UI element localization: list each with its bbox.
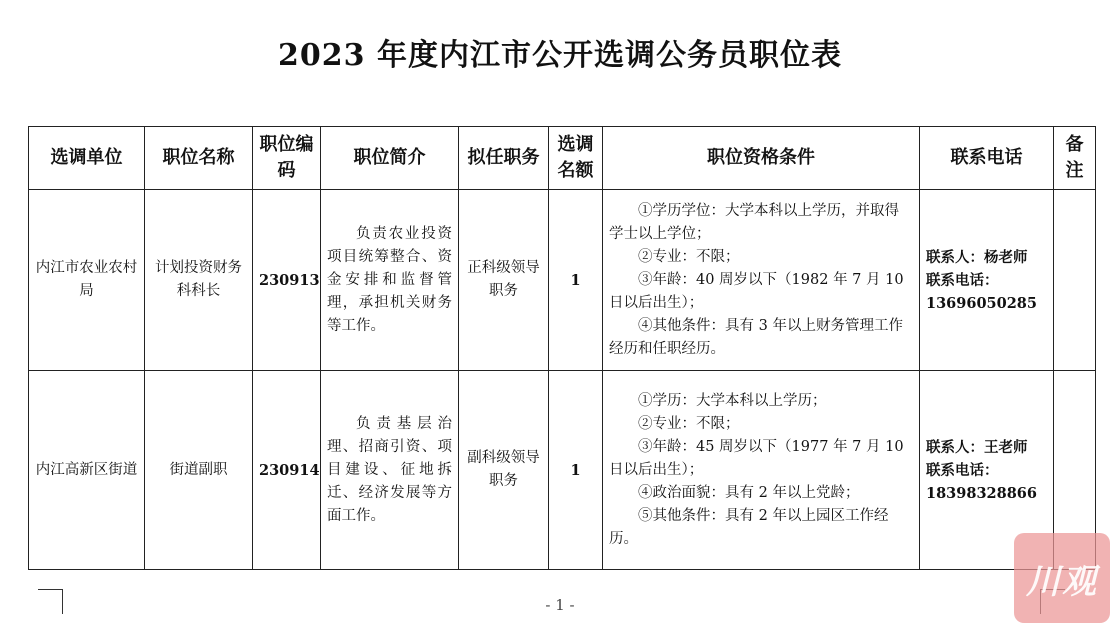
requirement-item: ②专业：不限；	[638, 415, 740, 432]
header-rank: 拟任职务	[459, 127, 549, 190]
table-row	[29, 371, 1096, 570]
cell-remarks	[1054, 190, 1096, 371]
cell-unit: 内江市农业农村局	[29, 190, 145, 371]
positions-table	[28, 126, 1096, 570]
table-row	[29, 190, 1096, 371]
cell-contact	[920, 190, 1054, 371]
watermark-logo	[1014, 533, 1110, 623]
document-title: 2023 年度内江市公开选调公务员职位表	[278, 38, 842, 73]
intro-text: 负责农业投资项目统筹整合、资金安排和监督管理，承担机关财务等工作。	[327, 225, 452, 334]
header-requirements: 职位资格条件	[603, 127, 920, 190]
cell-intro	[321, 371, 459, 570]
contact-phone: 18398328866	[926, 484, 1037, 502]
header-code: 职位编码	[253, 127, 321, 190]
watermark-text: 川观	[1026, 561, 1098, 602]
cell-code: 230914	[253, 371, 321, 570]
cell-code: 230913	[253, 190, 321, 371]
contact-phone: 13696050285	[926, 294, 1037, 312]
page-number: - 1 -	[545, 596, 575, 614]
cell-position: 街道副职	[145, 371, 253, 570]
contact-phone-label: 联系电话：	[926, 461, 999, 479]
requirement-item: ①学历：大学本科以上学历；	[638, 392, 827, 409]
cell-position: 计划投资财务科科长	[145, 190, 253, 371]
cell-rank: 副科级领导职务	[459, 371, 549, 570]
header-intro: 职位简介	[321, 127, 459, 190]
cell-rank: 正科级领导职务	[459, 190, 549, 371]
header-position: 职位名称	[145, 127, 253, 190]
requirement-item: ⑤其他条件：具有 2 年以上园区工作经历。	[609, 507, 889, 547]
header-unit: 选调单位	[29, 127, 145, 190]
cell-unit: 内江高新区街道	[29, 371, 145, 570]
requirement-item: ②专业：不限；	[638, 248, 740, 265]
cell-requirements	[603, 190, 920, 371]
requirement-item: ③年龄：40 周岁以下（1982 年 7 月 10 日以后出生）；	[609, 271, 904, 311]
header-contact: 联系电话	[920, 127, 1054, 190]
cell-requirements	[603, 371, 920, 570]
contact-person: 联系人：王老师	[926, 438, 1028, 456]
requirement-item: ④其他条件：具有 3 年以上财务管理工作经历和任职经历。	[609, 317, 903, 357]
requirement-item: ①学历学位：大学本科以上学历，并取得学士以上学位；	[609, 202, 899, 242]
contact-person: 联系人：杨老师	[926, 248, 1028, 266]
table-header-row	[29, 127, 1096, 190]
intro-text: 负责基层治理、招商引资、项目建设、征地拆迁、经济发展等方面工作。	[327, 415, 452, 524]
cell-quota: 1	[549, 190, 603, 371]
cell-quota: 1	[549, 371, 603, 570]
requirement-item: ④政治面貌：具有 2 年以上党龄；	[638, 484, 860, 501]
cell-intro	[321, 190, 459, 371]
header-remarks: 备注	[1054, 127, 1096, 190]
header-quota: 选调名额	[549, 127, 603, 190]
requirement-item: ③年龄：45 周岁以下（1977 年 7 月 10 日以后出生）；	[609, 438, 904, 478]
contact-phone-label: 联系电话：	[926, 271, 999, 289]
